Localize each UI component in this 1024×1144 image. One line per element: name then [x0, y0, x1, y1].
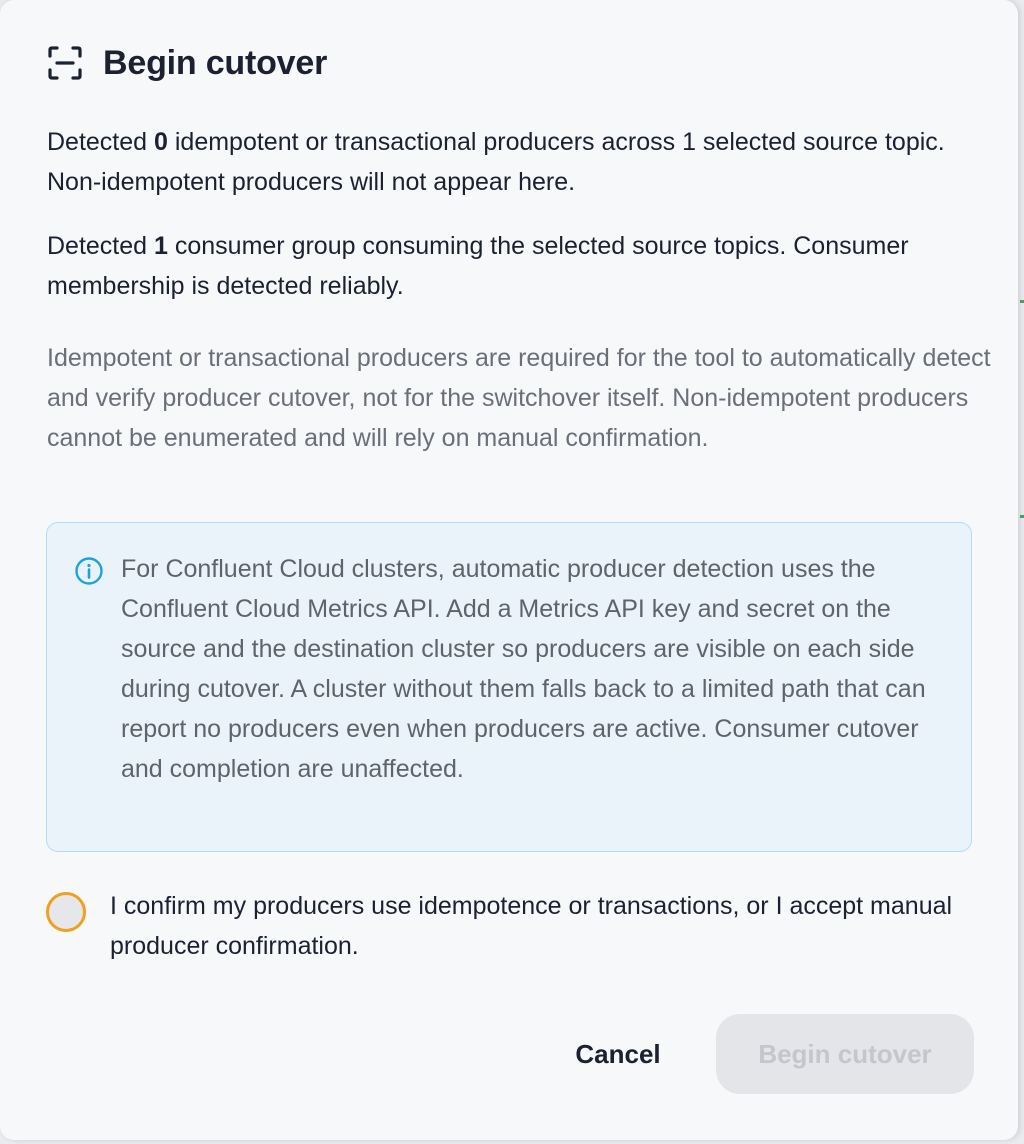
- dialog-header: [46, 40, 327, 86]
- begin-cutover-button[interactable]: Begin cutover: [716, 1014, 974, 1094]
- info-callout-text: For Confluent Cloud clusters, automatic producer detection uses the Confluent Cloud Metrics API. Add a Metrics API key and secret on the source and the destination cluster so producers are visible on each side during cutover. A cluster without them falls back to a limited path that can report no producers even when producers are active. Consumer cutover and completion are unaffected.: [121, 555, 926, 783]
- background-edge-mark: [1020, 300, 1024, 303]
- consumers-summary: [47, 226, 987, 306]
- info-circle-icon: [74, 556, 104, 586]
- producers-prefix: Detected: [47, 128, 155, 156]
- confluent-cloud-info-callout: [46, 522, 972, 852]
- producers-count: 0: [154, 128, 168, 156]
- dialog-title: Begin cutover: [103, 43, 328, 82]
- producers-summary: [47, 122, 987, 202]
- background-edge-mark: [1020, 515, 1024, 518]
- confirm-producers-label[interactable]: I confirm my producers use idempotence or transactions, or I accept manual producer confirmation.: [110, 892, 953, 960]
- producer-requirement-note: Idempotent or transactional producers are required for the tool to automatically detect and verify producer cutover, not for the switchover itself. Non-idempotent producers cannot be enumerated and will rely on manual confirmation.: [47, 344, 991, 452]
- consumers-text: consumer group consuming the selected source topics. Consumer membership is detected reliably.: [47, 232, 909, 300]
- producers-text: idempotent or transactional producers across 1 selected source topic. Non-idempotent producers will not appear here.: [47, 128, 945, 196]
- scan-frame-icon: [46, 44, 84, 82]
- confirm-producers-checkbox[interactable]: [46, 892, 86, 932]
- cancel-button[interactable]: Cancel: [552, 1024, 684, 1084]
- consumers-count: 1: [154, 232, 168, 260]
- consumers-prefix: Detected: [47, 232, 155, 260]
